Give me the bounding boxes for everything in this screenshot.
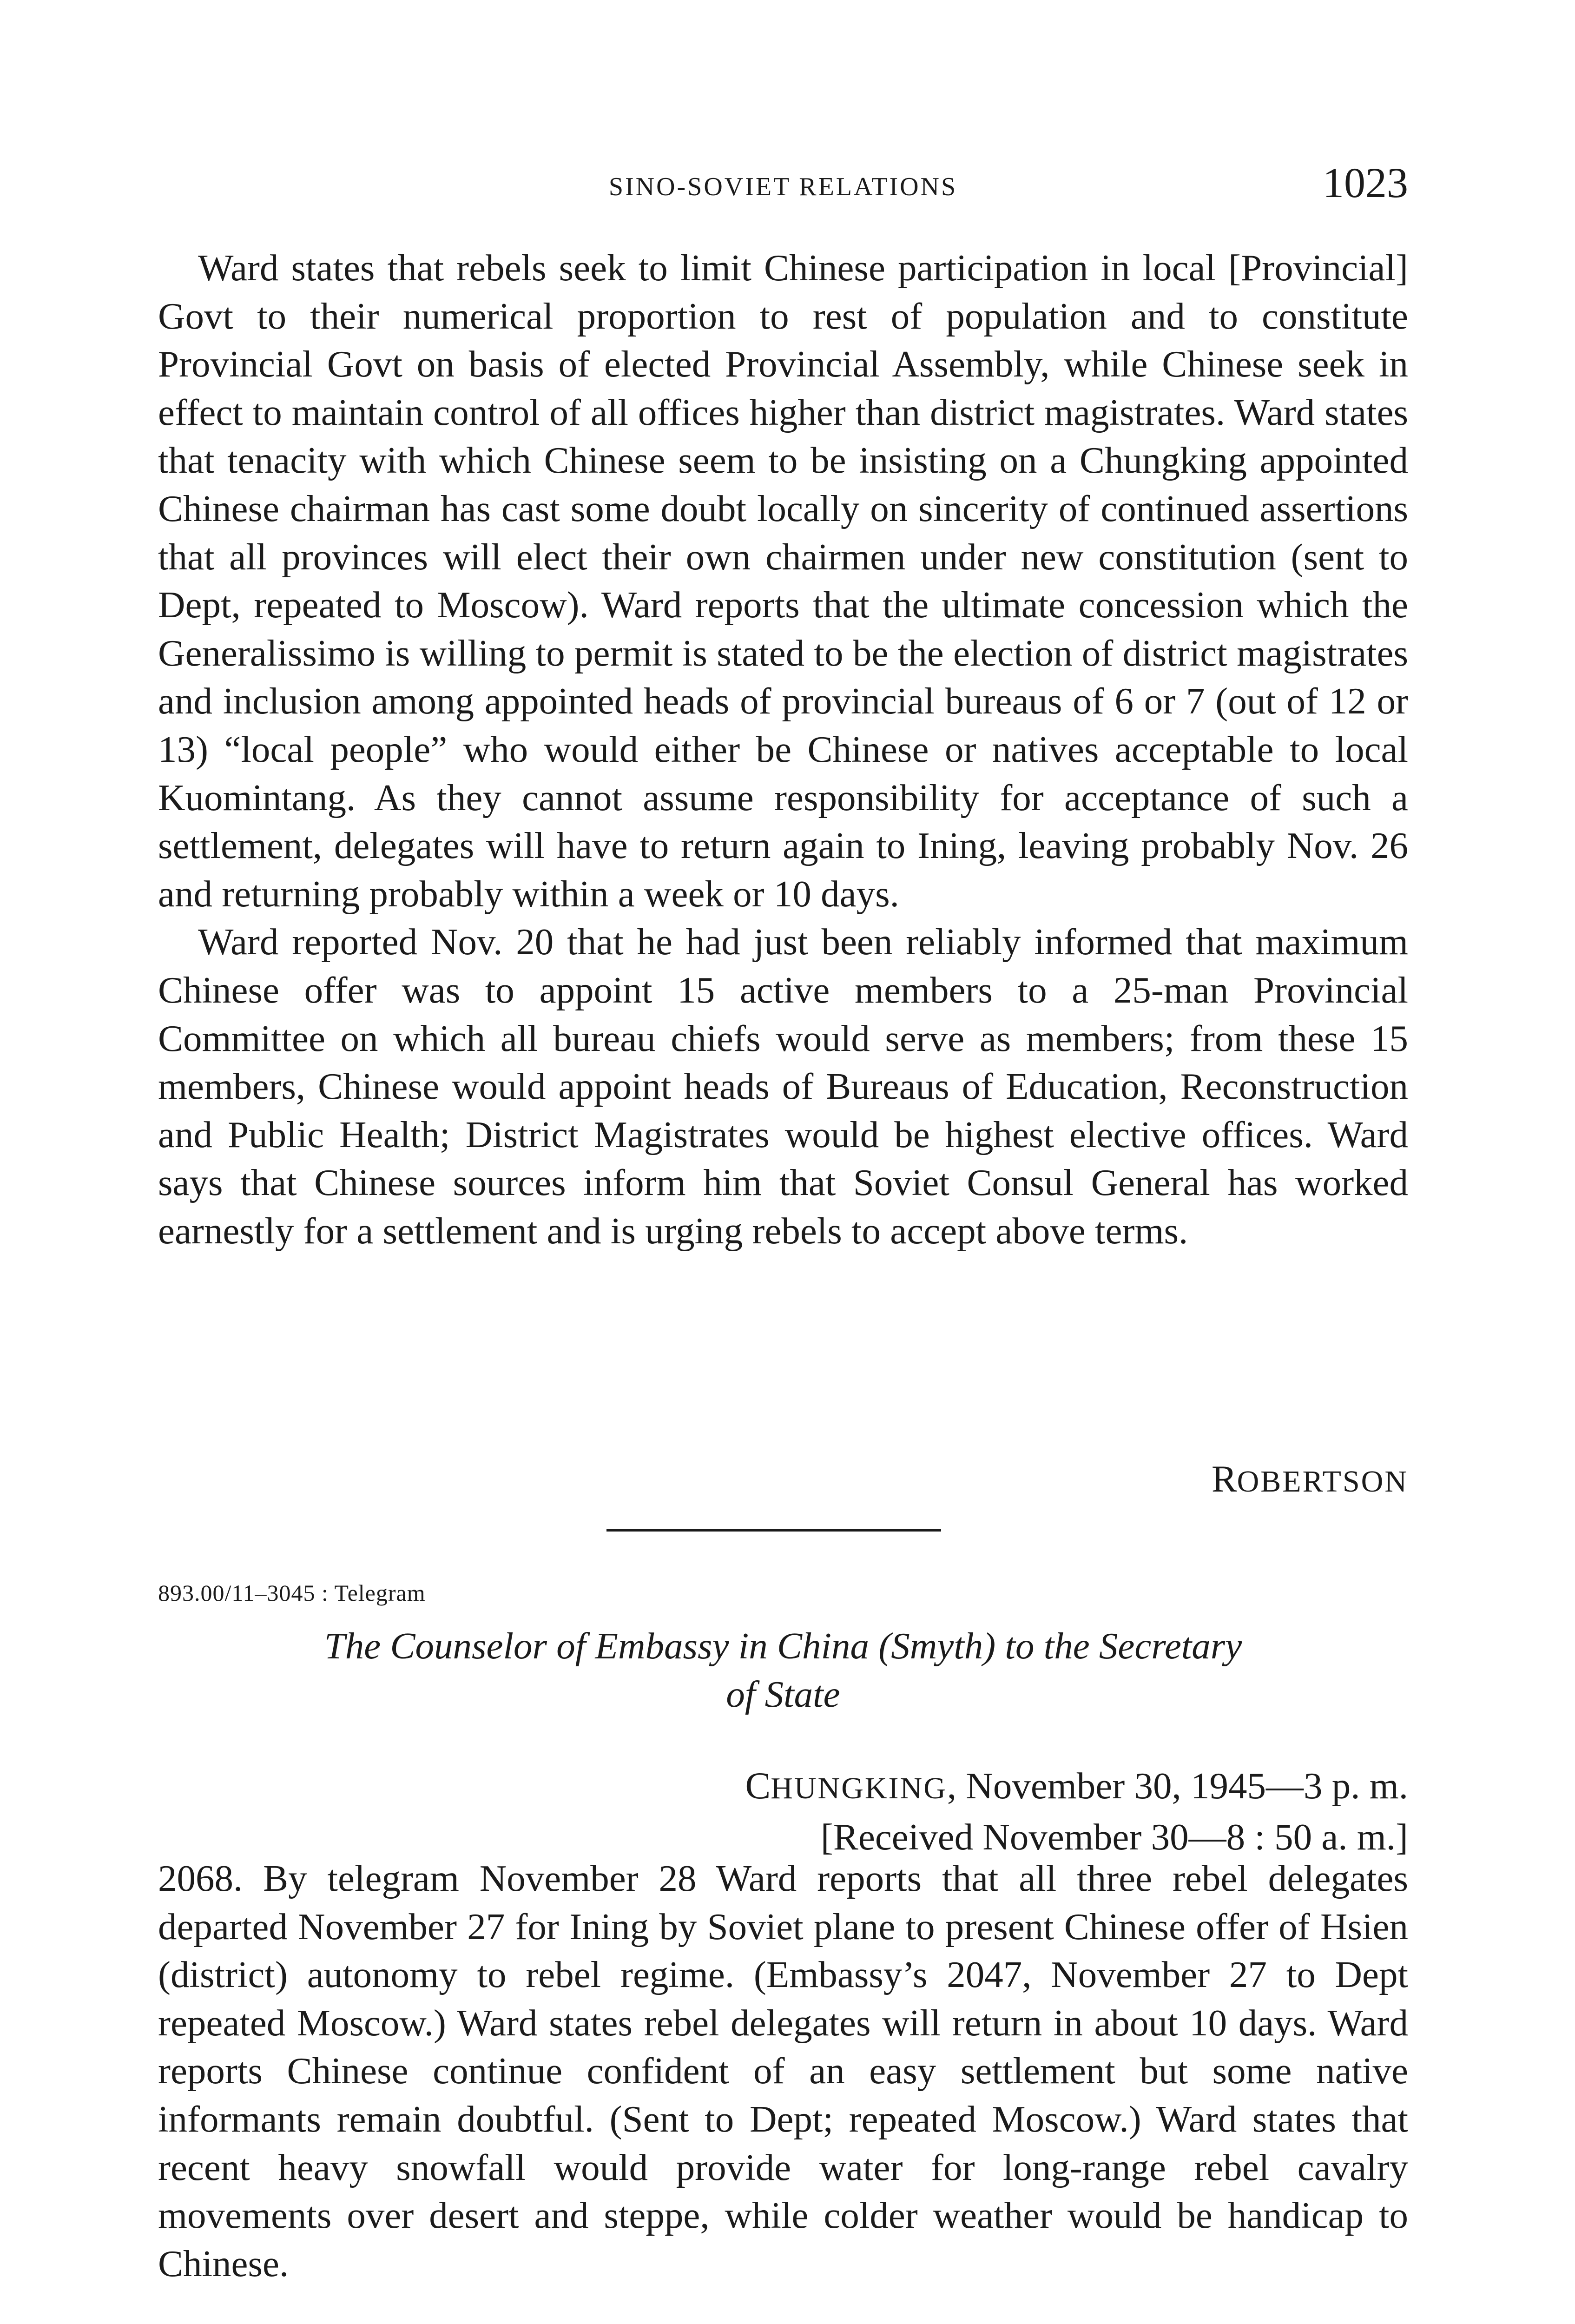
running-title: SINO-SOVIET RELATIONS	[608, 172, 958, 201]
dateline-sent	[745, 1762, 1408, 1813]
signature-initial: R	[1211, 1458, 1237, 1500]
section-divider	[606, 1529, 941, 1532]
dateline-place	[745, 1764, 947, 1807]
dateline-sent-time: , November 30, 1945—3 p. m.	[947, 1765, 1408, 1807]
section1-paragraph-2: Ward reported Nov. 20 that he had just been reliably informed that maximum Chinese offer was to appoint 15 active members to a 25-man Provincial Committee on which all bureau chiefs would serve as members; from these 15 members, Chinese would appoint heads of Bureaus of Education, Reconstruction and Public Health; District Magistrates would be highest elective offices. Ward says that Chinese sources inform him that Soviet Consul General has worked earnestly for a settlement and is urging rebels to accept above terms.	[158, 921, 1408, 1252]
signature-robertson	[1212, 1457, 1408, 1501]
section2-paragraph: 2068. By telegram November 28 Ward reports that all three rebel delegates departed November 27 for Ining by Soviet plane to present Chinese offer of Hsien (district) autonomy to rebel regime. (Embassy’s 2047, November 27 to Dept repeated Moscow.) Ward states rebel delegates will return in about 10 days. Ward reports Chinese continue confident of an easy settlement but some native informants remain doubtful. (Sent to Dept; repeated Moscow.) Ward states that recent heavy snowfall would provide water for long-range rebel cavalry movements over desert and steppe, while colder weather would be handicap to Chinese.	[158, 1857, 1408, 2284]
document-heading-line-2: of State	[726, 1673, 840, 1715]
dateline-received: [Received November 30—8 : 50 a. m.]	[820, 1816, 1408, 1858]
running-head	[158, 158, 1408, 209]
section1-body	[158, 244, 1408, 1255]
page-number: 1023	[1323, 159, 1408, 206]
signature-rest: OBERTSON	[1237, 1465, 1408, 1499]
file-reference: 893.00/11–3045 : Telegram	[158, 1580, 426, 1606]
document-page	[158, 0, 1408, 2324]
section2-body	[158, 1855, 1408, 2288]
dateline-place-rest: HUNGKING	[771, 1771, 947, 1805]
dateline	[745, 1762, 1408, 1861]
dateline-place-initial: C	[745, 1764, 771, 1807]
section1-paragraph-1: Ward states that rebels seek to limit Chinese participation in local [Provincial] Govt to their numerical proportion to rest of population and to constitute Provincial Govt on basis of elected Provincial Assembly, while Chinese seek in effect to maintain control of all offices higher than district magistrates. Ward states that tenacity with which Chinese seem to be insisting on a Chungking appointed Chinese chairman has cast some doubt locally on sincerity of continued assertions that all provinces will elect their own chairmen under new constitution (sent to Dept, repeated to Moscow). Ward reports that the ultimate concession which the Generalissimo is willing to permit is stated to be the election of district magistrates and inclusion among appointed heads of provincial bureaus of 6 or 7 (out of 12 or 13) “local people” who would either be Chinese or natives acceptable to local Kuomintang. As they cannot assume responsibility for acceptance of such a settlement, delegates will have to return again to Ining, leaving probably Nov. 26 and returning probably within a week or 10 days.	[158, 247, 1408, 915]
document-heading-line-1: The Counselor of Embassy in China (Smyth) to the Secretary	[324, 1625, 1242, 1667]
